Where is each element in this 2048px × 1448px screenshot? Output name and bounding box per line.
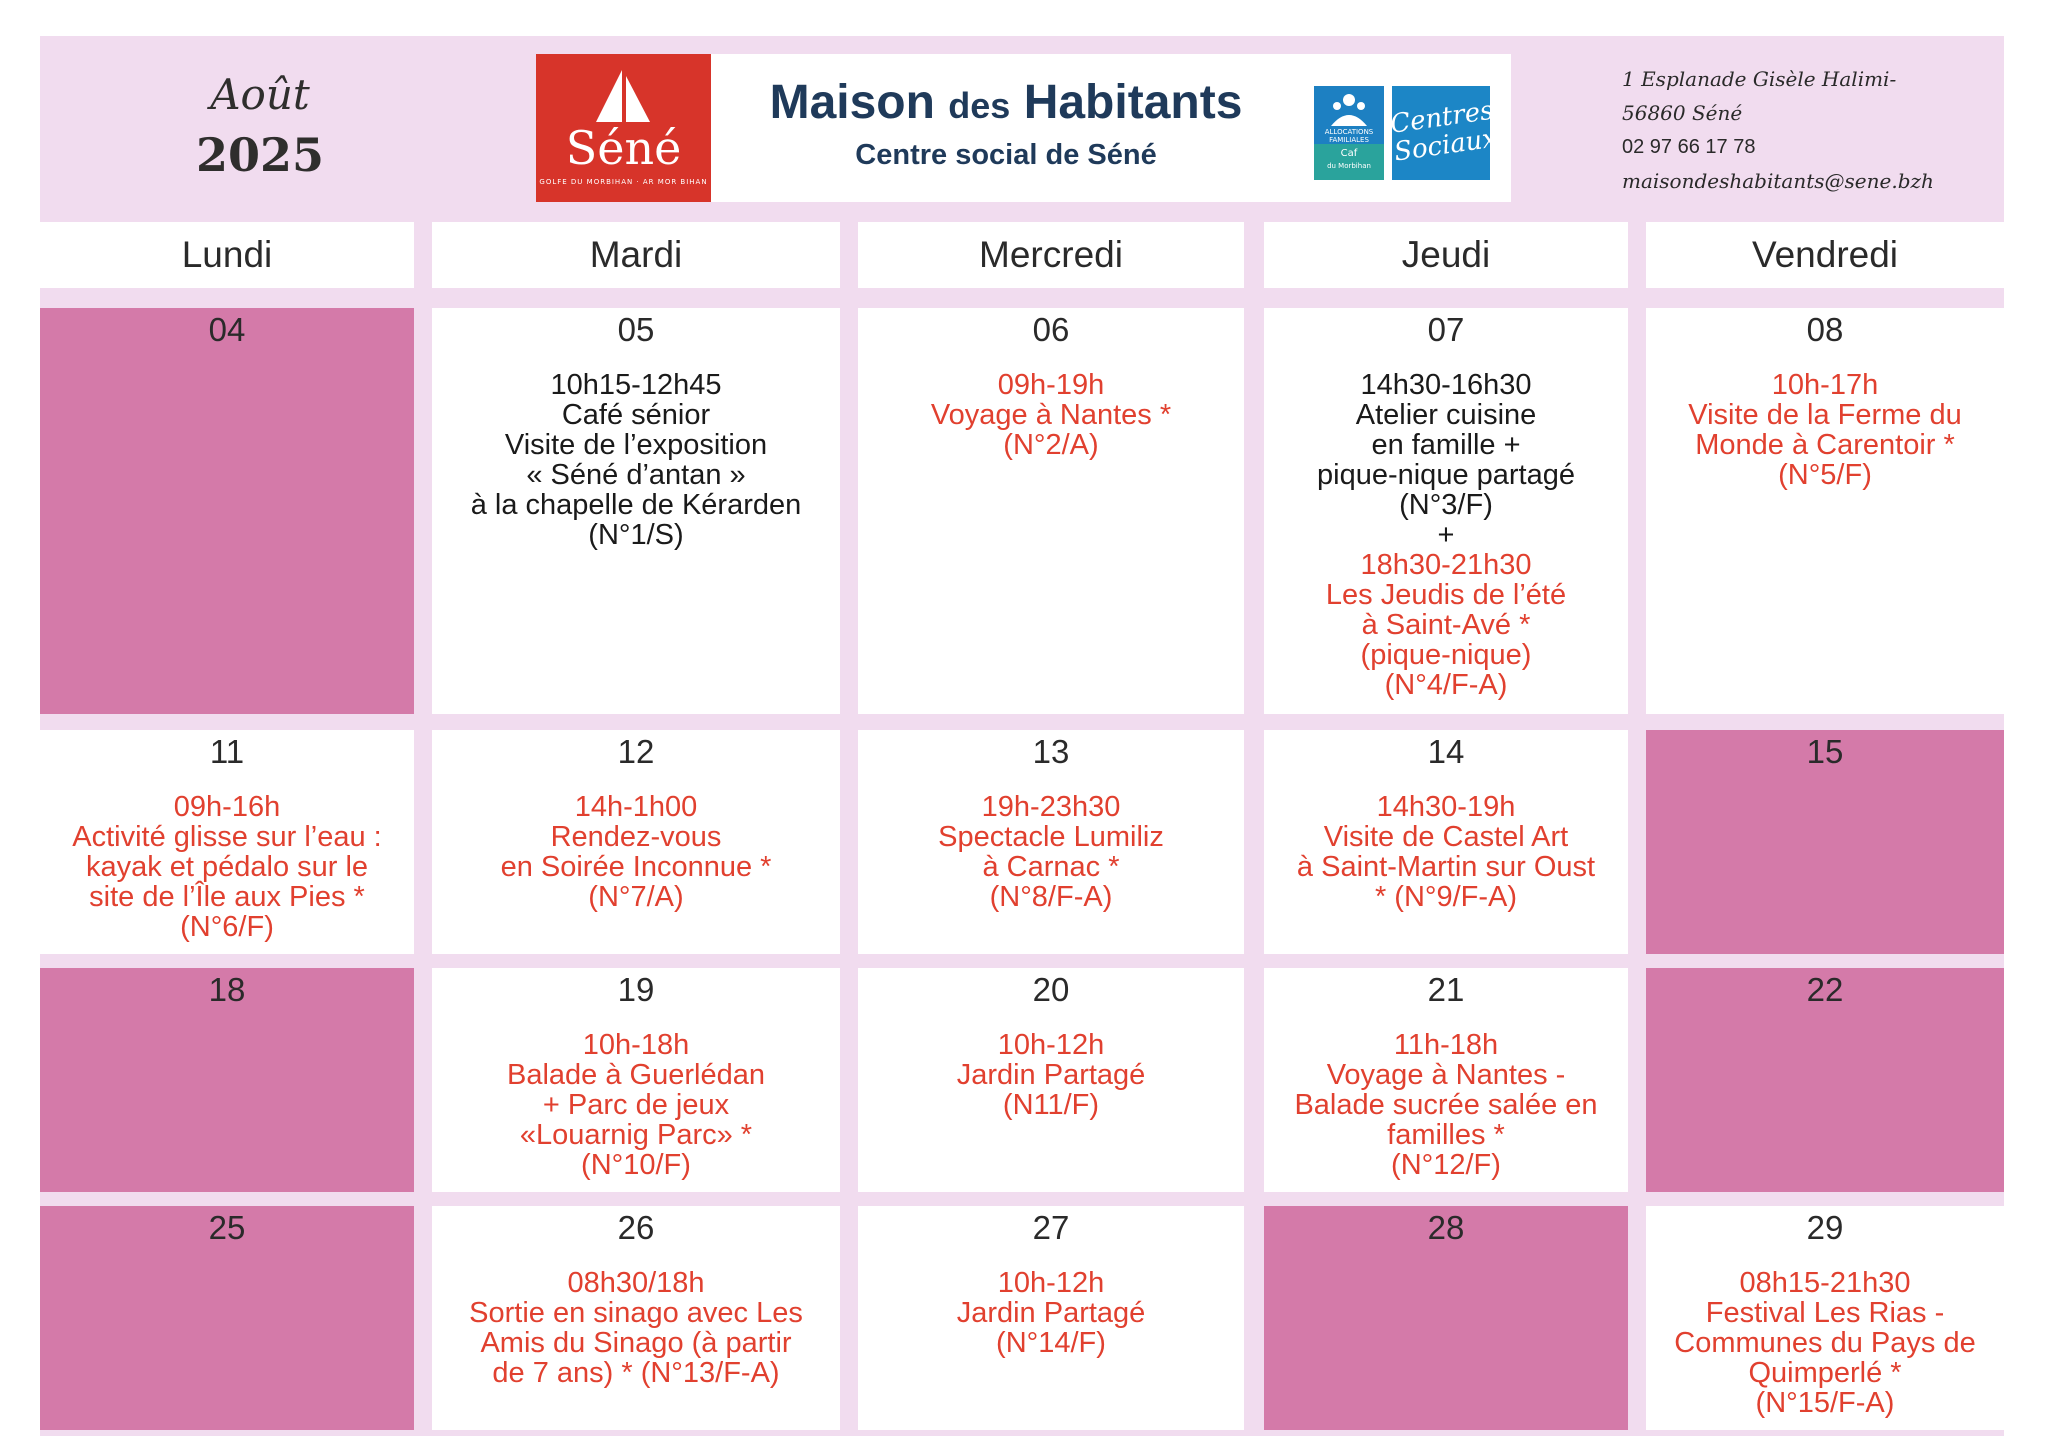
day-header-vendredi: Vendredi [1646,222,2004,288]
event-details [858,1030,1244,1120]
event-line: (N°2/A) [1003,429,1099,461]
day-number: 11 [209,733,245,770]
day-cell-05 [432,308,840,714]
day-cell-12 [432,730,840,954]
day-cell-15 [1646,730,2004,954]
event-line: Spectacle Lumiliz [938,821,1164,853]
month-year [150,66,370,186]
event-line: 10h-12h [997,1029,1105,1061]
event-line: site de l’Île aux Pies * [89,881,365,913]
event-line: 14h-1h00 [574,791,698,823]
day-cell-29 [1646,1206,2004,1430]
day-number: 25 [208,1209,246,1246]
event-line: Visite de Castel Art [1323,821,1569,853]
event-line: à Saint-Avé * [1361,609,1531,641]
phone-number: 02 97 66 17 78 [1622,136,1756,158]
day-number: 08 [1806,311,1844,348]
caf-logo [1314,86,1384,180]
event-details [432,1030,840,1180]
event-line: Les Jeudis de l’été [1325,579,1567,611]
event-line: 10h-12h [997,1267,1105,1299]
title-word-2: des [948,85,1011,126]
event-line: 14h30-19h [1376,791,1516,823]
caf-logo-bottom-1: Caf [1340,148,1358,159]
event-line: (pique-nique) [1360,639,1532,671]
day-number: 21 [1427,971,1465,1008]
day-number: 15 [1806,733,1844,770]
event-details [858,370,1244,460]
day-cell-21 [1264,968,1628,1192]
day-cell-19 [432,968,840,1192]
event-line: (N°7/A) [588,881,684,913]
event-line: 10h-17h [1771,369,1879,401]
event-line: (N°8/F-A) [989,881,1113,913]
event-details [40,792,414,942]
event-line: 11h-18h [1393,1029,1499,1061]
event-details [1646,1268,2004,1418]
event-line: (N°12/F) [1391,1149,1501,1181]
header-banner [536,54,1511,202]
event-line: (N°5/F) [1778,459,1872,491]
centres-sociaux-logo [1388,86,1499,180]
caf-logo-top: ALLOCATIONS FAMILIALES [1324,128,1374,144]
event-line: Quimperlé * [1748,1357,1902,1389]
event-line: * (N°9/F-A) [1374,881,1518,913]
event-line: 10h-18h [582,1029,690,1061]
event-line: Jardin Partagé [956,1059,1146,1091]
day-number: 27 [1032,1209,1070,1246]
day-cell-08 [1646,308,2004,714]
day-number: 12 [617,733,655,770]
event-line: Communes du Pays de [1674,1327,1976,1359]
day-cell-06 [858,308,1244,714]
event-line: Visite de la Ferme du [1688,399,1962,431]
event-line: Balade à Guerlédan [507,1059,765,1091]
address-line-2: 56860 Séné [1622,101,1743,125]
day-header-jeudi: Jeudi [1264,222,1628,288]
event-line: (N°15/F-A) [1755,1387,1895,1419]
event-line: (N°10/F) [581,1149,691,1181]
event-line: en famille + [1371,429,1521,461]
day-cell-13 [858,730,1244,954]
event-line: 09h-19h [997,369,1105,401]
event-line: 14h30-16h30 [1360,369,1532,401]
event-line: (N°1/S) [588,519,684,551]
day-number: 20 [1032,971,1070,1008]
event-line: + [1437,519,1455,551]
day-number: 14 [1427,733,1465,770]
event-line: à la chapelle de Kérarden [470,489,802,521]
event-details [1264,370,1628,700]
day-header-mercredi: Mercredi [858,222,1244,288]
event-line: « Séné d’antan » [526,459,746,491]
year-label: 2025 [195,128,325,182]
day-cell-07 [1264,308,1628,714]
caf-family-icon [1327,92,1371,128]
day-number: 28 [1427,1209,1465,1246]
event-line: Festival Les Rias - [1705,1297,1945,1329]
day-cell-14 [1264,730,1628,954]
event-line: Atelier cuisine [1355,399,1537,431]
address-line-1: 1 Esplanade Gisèle Halimi- [1622,67,1897,91]
day-number: 22 [1806,971,1844,1008]
event-details [432,792,840,912]
day-number: 19 [617,971,655,1008]
event-line: 18h30-21h30 [1360,549,1532,581]
event-line: de 7 ans) * (N°13/F-A) [492,1357,780,1389]
event-line: (N°6/F) [180,911,274,943]
event-line: (N11/F) [1002,1089,1100,1121]
day-number: 04 [208,311,246,348]
day-number: 06 [1032,311,1070,348]
event-line: pique-nique partagé [1317,459,1575,491]
event-details [432,1268,840,1388]
event-line: + Parc de jeux [542,1089,730,1121]
event-line: kayak et pédalo sur le [85,851,369,883]
day-cell-18 [40,968,414,1192]
event-line: à Carnac * [982,851,1120,883]
event-line: Voyage à Nantes - [1326,1059,1566,1091]
day-number: 07 [1427,311,1465,348]
event-line: à Saint-Martin sur Oust [1296,851,1596,883]
day-cell-27 [858,1206,1244,1430]
email-address: maisondeshabitants@sene.bzh [1622,169,1934,193]
event-details [1264,792,1628,912]
caf-logo-bottom-2: du Morbihan [1327,162,1371,170]
day-header-lundi: Lundi [40,222,414,288]
day-header-mardi: Mardi [432,222,840,288]
event-line: 08h30/18h [567,1267,705,1299]
event-details [1264,1030,1628,1180]
event-line: Activité glisse sur l’eau : [72,821,382,853]
event-line: Jardin Partagé [956,1297,1146,1329]
sene-logo [536,54,711,202]
event-details [432,370,840,550]
page-title [726,72,1286,173]
month-label: Août [210,70,310,119]
event-line: Rendez-vous [550,821,722,853]
event-line: 19h-23h30 [981,791,1121,823]
day-cell-28 [1264,1206,1628,1430]
event-line: 10h15-12h45 [550,369,722,401]
event-details [858,792,1244,912]
day-cell-20 [858,968,1244,1192]
sailboat-icon [588,68,658,128]
day-cell-26 [432,1206,840,1430]
caf-logo-bottom [1314,144,1384,180]
event-line: 09h-16h [173,791,281,823]
title-word-1: Maison [769,76,935,129]
day-cell-22 [1646,968,2004,1192]
event-line: Balade sucrée salée en [1294,1089,1598,1121]
day-number: 18 [208,971,246,1008]
event-line: Monde à Carentoir * [1695,429,1955,461]
day-cell-25 [40,1206,414,1430]
event-line: Sortie en sinago avec Les [469,1297,803,1329]
day-cell-11 [40,730,414,954]
event-details [858,1268,1244,1358]
event-line: 08h15-21h30 [1739,1267,1911,1299]
day-number: 13 [1032,733,1070,770]
event-line: Café sénior [561,399,711,431]
event-line: (N°14/F) [996,1327,1106,1359]
event-line: (N°3/F) [1399,489,1493,521]
day-cell-04 [40,308,414,714]
event-line: Voyage à Nantes * [930,399,1172,431]
event-details [1646,370,2004,490]
contact-info [1622,62,1982,198]
event-line: Visite de l’exposition [504,429,768,461]
sene-logo-tagline: GOLFE DU MORBIHAN · AR MOR BIHAN [539,178,708,186]
event-line: en Soirée Inconnue * [500,851,772,883]
event-line: familles * [1387,1119,1505,1151]
title-word-3: Habitants [1023,76,1243,129]
event-line: Amis du Sinago (à partir [480,1327,792,1359]
day-number: 26 [617,1209,655,1246]
event-line: «Louarnig Parc» * [519,1119,753,1151]
sene-logo-name: Séné [565,121,682,175]
day-number: 05 [617,311,655,348]
centres-sociaux-text: Centres Sociaux [1388,95,1499,168]
day-number: 29 [1806,1209,1844,1246]
page-subtitle: Centre social de Séné [855,139,1157,171]
event-line: (N°4/F-A) [1384,669,1508,701]
